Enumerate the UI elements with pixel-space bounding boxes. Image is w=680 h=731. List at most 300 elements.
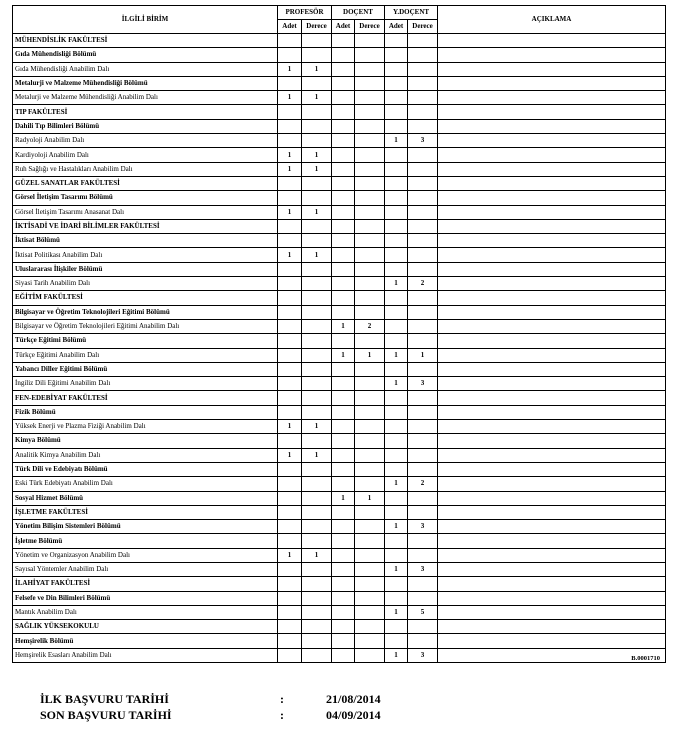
ydocent-derece-cell bbox=[408, 620, 438, 634]
table-row bbox=[13, 634, 666, 648]
aciklama-cell bbox=[438, 291, 666, 305]
ydocent-adet-cell bbox=[385, 105, 408, 119]
ydocent-derece-cell: 5 bbox=[408, 605, 438, 619]
ydocent-derece-cell bbox=[408, 591, 438, 605]
profesor-adet-cell bbox=[278, 319, 302, 333]
aciklama-cell bbox=[438, 62, 666, 76]
aciklama-cell bbox=[438, 262, 666, 276]
docent-derece-cell bbox=[355, 76, 385, 90]
unit-name-cell: Bilgisayar ve Öğretim Teknolojileri Eğitimi Anabilim Dalı bbox=[13, 319, 278, 333]
docent-adet-cell bbox=[332, 362, 355, 376]
profesor-derece-cell bbox=[302, 305, 332, 319]
docent-derece-cell bbox=[355, 91, 385, 105]
unit-name-cell: GÜZEL SANATLAR FAKÜLTESİ bbox=[13, 176, 278, 190]
profesor-adet-cell bbox=[278, 634, 302, 648]
docent-derece-cell bbox=[355, 48, 385, 62]
ydocent-derece-cell bbox=[408, 148, 438, 162]
ydocent-derece-cell bbox=[408, 191, 438, 205]
docent-adet-cell bbox=[332, 605, 355, 619]
ydocent-derece-cell bbox=[408, 262, 438, 276]
profesor-adet-cell bbox=[278, 234, 302, 248]
profesor-derece-cell bbox=[302, 76, 332, 90]
unit-name-cell: TIP FAKÜLTESİ bbox=[13, 105, 278, 119]
table-row bbox=[13, 562, 666, 576]
profesor-adet-cell bbox=[278, 620, 302, 634]
unit-name-cell: Siyasi Tarih Anabilim Dalı bbox=[13, 277, 278, 291]
profesor-derece-cell: 1 bbox=[302, 205, 332, 219]
profesor-derece-cell bbox=[302, 648, 332, 662]
docent-derece-cell bbox=[355, 262, 385, 276]
table-row bbox=[13, 76, 666, 90]
profesor-adet-cell bbox=[278, 334, 302, 348]
docent-adet-cell: 1 bbox=[332, 491, 355, 505]
ydocent-adet-cell: 1 bbox=[385, 477, 408, 491]
profesor-adet-cell bbox=[278, 176, 302, 190]
docent-derece-cell bbox=[355, 577, 385, 591]
docent-adet-cell bbox=[332, 119, 355, 133]
docent-adet-cell bbox=[332, 62, 355, 76]
aciklama-cell bbox=[438, 277, 666, 291]
docent-adet-cell bbox=[332, 520, 355, 534]
aciklama-cell bbox=[438, 119, 666, 133]
unit-name-cell: Gıda Mühendisliği Bölümü bbox=[13, 48, 278, 62]
unit-name-cell: İktisat Politikası Anabilim Dalı bbox=[13, 248, 278, 262]
aciklama-cell bbox=[438, 305, 666, 319]
ydocent-adet-cell: 1 bbox=[385, 605, 408, 619]
docent-derece-cell bbox=[355, 219, 385, 233]
ydocent-derece-cell: 3 bbox=[408, 377, 438, 391]
docent-adet-cell bbox=[332, 262, 355, 276]
profesor-derece-cell bbox=[302, 434, 332, 448]
profesor-adet-cell bbox=[278, 577, 302, 591]
docent-derece-cell bbox=[355, 62, 385, 76]
ydocent-adet-cell bbox=[385, 462, 408, 476]
aciklama-cell bbox=[438, 462, 666, 476]
unit-name-cell: İLAHİYAT FAKÜLTESİ bbox=[13, 577, 278, 591]
table-row bbox=[13, 648, 666, 662]
profesor-adet-cell: 1 bbox=[278, 420, 302, 434]
ydocent-derece-cell bbox=[408, 305, 438, 319]
ydocent-derece-cell bbox=[408, 334, 438, 348]
unit-name-cell: İŞLETME FAKÜLTESİ bbox=[13, 505, 278, 519]
docent-adet-cell bbox=[332, 134, 355, 148]
profesor-adet-cell bbox=[278, 462, 302, 476]
unit-name-cell: Metalurji ve Malzeme Mühendisliği Bölümü bbox=[13, 76, 278, 90]
docent-adet-cell bbox=[332, 291, 355, 305]
ydocent-derece-cell: 3 bbox=[408, 562, 438, 576]
profesor-adet-cell bbox=[278, 591, 302, 605]
ydocent-adet-cell bbox=[385, 448, 408, 462]
docent-adet-cell bbox=[332, 505, 355, 519]
ydocent-derece-cell bbox=[408, 34, 438, 48]
profesor-derece-cell bbox=[302, 362, 332, 376]
first-application-label: İLK BAŞVURU TARİHİ bbox=[40, 692, 169, 706]
table-row bbox=[13, 462, 666, 476]
table-row bbox=[13, 591, 666, 605]
table-row bbox=[13, 391, 666, 405]
profesor-adet-cell bbox=[278, 305, 302, 319]
unit-name-cell: Görsel İletişim Tasarımı Anasanat Dalı bbox=[13, 205, 278, 219]
aciklama-cell bbox=[438, 391, 666, 405]
profesor-adet-cell bbox=[278, 434, 302, 448]
aciklama-cell bbox=[438, 319, 666, 333]
table-body bbox=[13, 34, 666, 663]
ydocent-adet-cell: 1 bbox=[385, 520, 408, 534]
unit-name-cell: Ruh Sağlığı ve Hastalıkları Anabilim Dalı bbox=[13, 162, 278, 176]
docent-derece-cell bbox=[355, 620, 385, 634]
profesor-adet-cell bbox=[278, 48, 302, 62]
table-row bbox=[13, 262, 666, 276]
docent-adet-cell bbox=[332, 634, 355, 648]
table-row bbox=[13, 162, 666, 176]
docent-derece-cell bbox=[355, 119, 385, 133]
docent-derece-cell bbox=[355, 234, 385, 248]
docent-adet-cell bbox=[332, 91, 355, 105]
derece-header: Derece bbox=[408, 20, 438, 34]
profesor-adet-cell: 1 bbox=[278, 162, 302, 176]
docent-derece-cell: 2 bbox=[355, 319, 385, 333]
docent-adet-cell bbox=[332, 391, 355, 405]
table-row bbox=[13, 91, 666, 105]
unit-name-cell: Türkçe Eğitimi Bölümü bbox=[13, 334, 278, 348]
profesor-derece-cell: 1 bbox=[302, 548, 332, 562]
profesor-derece-cell bbox=[302, 291, 332, 305]
docent-adet-cell bbox=[332, 462, 355, 476]
docent-adet-cell bbox=[332, 305, 355, 319]
table-row bbox=[13, 348, 666, 362]
ydocent-adet-cell: 1 bbox=[385, 562, 408, 576]
ydocent-adet-cell bbox=[385, 62, 408, 76]
profesor-derece-cell bbox=[302, 262, 332, 276]
table-row bbox=[13, 119, 666, 133]
ydocent-adet-cell: 1 bbox=[385, 277, 408, 291]
unit-name-cell: Mantık Anabilim Dalı bbox=[13, 605, 278, 619]
unit-name-cell: Hemşirelik Esasları Anabilim Dalı bbox=[13, 648, 278, 662]
ydocent-adet-cell bbox=[385, 591, 408, 605]
table-row bbox=[13, 48, 666, 62]
ydocent-derece-cell bbox=[408, 119, 438, 133]
profesor-adet-cell bbox=[278, 505, 302, 519]
table-row bbox=[13, 205, 666, 219]
docent-adet-cell bbox=[332, 534, 355, 548]
docent-derece-cell bbox=[355, 191, 385, 205]
table-row bbox=[13, 520, 666, 534]
ydocent-derece-cell bbox=[408, 548, 438, 562]
profesor-derece-cell bbox=[302, 134, 332, 148]
docent-derece-cell bbox=[355, 34, 385, 48]
ydocent-derece-cell: 2 bbox=[408, 277, 438, 291]
docent-adet-cell bbox=[332, 434, 355, 448]
unit-name-cell: İşletme Bölümü bbox=[13, 534, 278, 548]
profesor-adet-cell bbox=[278, 134, 302, 148]
table-row bbox=[13, 477, 666, 491]
unit-name-cell: Felsefe ve Din Bilimleri Bölümü bbox=[13, 591, 278, 605]
derece-header: Derece bbox=[355, 20, 385, 34]
ydocent-derece-cell bbox=[408, 48, 438, 62]
profesor-derece-cell bbox=[302, 319, 332, 333]
profesor-adet-cell: 1 bbox=[278, 448, 302, 462]
docent-adet-cell: 1 bbox=[332, 319, 355, 333]
profesor-adet-cell bbox=[278, 76, 302, 90]
aciklama-cell bbox=[438, 105, 666, 119]
ydocent-adet-cell bbox=[385, 405, 408, 419]
ydocent-derece-cell bbox=[408, 405, 438, 419]
table-row bbox=[13, 305, 666, 319]
ydocent-derece-cell bbox=[408, 162, 438, 176]
unit-name-cell: Kardiyoloji Anabilim Dalı bbox=[13, 148, 278, 162]
table-row bbox=[13, 62, 666, 76]
unit-name-cell: Türkçe Eğitimi Anabilim Dalı bbox=[13, 348, 278, 362]
profesor-adet-cell bbox=[278, 562, 302, 576]
aciklama-cell bbox=[438, 477, 666, 491]
docent-adet-cell bbox=[332, 248, 355, 262]
ydocent-adet-cell bbox=[385, 420, 408, 434]
docent-derece-cell bbox=[355, 520, 385, 534]
table-row bbox=[13, 176, 666, 190]
table-row bbox=[13, 277, 666, 291]
profesor-derece-cell bbox=[302, 505, 332, 519]
ydocent-derece-cell bbox=[408, 248, 438, 262]
header-row-1 bbox=[13, 6, 666, 20]
unit-name-cell: EĞİTİM FAKÜLTESİ bbox=[13, 291, 278, 305]
profesor-derece-cell: 1 bbox=[302, 448, 332, 462]
profesor-derece-cell bbox=[302, 176, 332, 190]
docent-adet-cell: 1 bbox=[332, 348, 355, 362]
profesor-derece-cell bbox=[302, 277, 332, 291]
table-row bbox=[13, 420, 666, 434]
docent-adet-cell bbox=[332, 591, 355, 605]
table-row bbox=[13, 620, 666, 634]
docent-derece-cell bbox=[355, 505, 385, 519]
profesor-adet-cell bbox=[278, 520, 302, 534]
ydocent-derece-cell bbox=[408, 234, 438, 248]
aciklama-cell bbox=[438, 534, 666, 548]
docent-adet-cell bbox=[332, 562, 355, 576]
last-application-label: SON BAŞVURU TARİHİ bbox=[40, 708, 172, 722]
docent-derece-cell bbox=[355, 305, 385, 319]
ydocent-derece-cell: 2 bbox=[408, 477, 438, 491]
profesor-derece-cell: 1 bbox=[302, 91, 332, 105]
ydocent-derece-cell bbox=[408, 319, 438, 333]
profesor-adet-cell bbox=[278, 477, 302, 491]
ydocent-derece-cell bbox=[408, 219, 438, 233]
table-row bbox=[13, 334, 666, 348]
docent-derece-cell bbox=[355, 248, 385, 262]
profesor-adet-cell bbox=[278, 391, 302, 405]
profesor-adet-cell bbox=[278, 362, 302, 376]
docent-derece-cell bbox=[355, 434, 385, 448]
unit-name-cell: Yüksek Enerji ve Plazma Fiziği Anabilim Dalı bbox=[13, 420, 278, 434]
docent-derece-cell bbox=[355, 634, 385, 648]
aciklama-cell bbox=[438, 134, 666, 148]
profesor-derece-cell bbox=[302, 48, 332, 62]
aciklama-cell bbox=[438, 76, 666, 90]
docent-adet-cell bbox=[332, 219, 355, 233]
table-row bbox=[13, 105, 666, 119]
table-row bbox=[13, 34, 666, 48]
docent-derece-cell bbox=[355, 205, 385, 219]
profesor-adet-cell bbox=[278, 648, 302, 662]
table-row bbox=[13, 134, 666, 148]
profesor-derece-cell bbox=[302, 591, 332, 605]
ydocent-adet-cell bbox=[385, 234, 408, 248]
profesor-derece-cell bbox=[302, 605, 332, 619]
profesor-derece-cell bbox=[302, 562, 332, 576]
profesor-derece-cell bbox=[302, 234, 332, 248]
docent-derece-cell bbox=[355, 534, 385, 548]
ydocent-adet-cell bbox=[385, 191, 408, 205]
profesor-derece-cell bbox=[302, 191, 332, 205]
aciklama-cell bbox=[438, 234, 666, 248]
docent-derece-cell bbox=[355, 162, 385, 176]
aciklama-cell bbox=[438, 176, 666, 190]
profesor-derece-cell bbox=[302, 620, 332, 634]
docent-adet-cell bbox=[332, 377, 355, 391]
docent-derece-cell bbox=[355, 477, 385, 491]
docent-header: DOÇENT bbox=[332, 6, 385, 20]
ydocent-adet-cell bbox=[385, 577, 408, 591]
aciklama-cell bbox=[438, 505, 666, 519]
docent-adet-cell bbox=[332, 548, 355, 562]
aciklama-cell bbox=[438, 34, 666, 48]
docent-derece-cell bbox=[355, 176, 385, 190]
aciklama-cell bbox=[438, 420, 666, 434]
last-application-separator: : bbox=[280, 708, 284, 722]
docent-derece-cell bbox=[355, 405, 385, 419]
table-row bbox=[13, 191, 666, 205]
profesor-derece-cell: 1 bbox=[302, 420, 332, 434]
unit-name-cell: Metalurji ve Malzeme Mühendisliği Anabilim Dalı bbox=[13, 91, 278, 105]
table-row bbox=[13, 377, 666, 391]
aciklama-cell bbox=[438, 548, 666, 562]
profesor-derece-cell bbox=[302, 491, 332, 505]
aciklama-cell bbox=[438, 377, 666, 391]
ydocent-derece-cell bbox=[408, 91, 438, 105]
table-row bbox=[13, 362, 666, 376]
profesor-adet-cell: 1 bbox=[278, 62, 302, 76]
aciklama-cell bbox=[438, 605, 666, 619]
profesor-derece-cell bbox=[302, 377, 332, 391]
aciklama-cell bbox=[438, 348, 666, 362]
ydocent-derece-cell bbox=[408, 448, 438, 462]
profesor-derece-cell bbox=[302, 534, 332, 548]
ydocent-derece-cell bbox=[408, 434, 438, 448]
docent-adet-cell bbox=[332, 277, 355, 291]
unit-name-cell: İngiliz Dili Eğitimi Anabilim Dalı bbox=[13, 377, 278, 391]
aciklama-cell bbox=[438, 91, 666, 105]
ydocent-adet-cell bbox=[385, 162, 408, 176]
ydocent-adet-cell bbox=[385, 219, 408, 233]
table-row bbox=[13, 548, 666, 562]
docent-derece-cell bbox=[355, 334, 385, 348]
unit-name-cell: İktisat Bölümü bbox=[13, 234, 278, 248]
aciklama-cell bbox=[438, 620, 666, 634]
docent-adet-cell bbox=[332, 48, 355, 62]
table-row bbox=[13, 448, 666, 462]
docent-derece-cell bbox=[355, 377, 385, 391]
docent-adet-cell bbox=[332, 191, 355, 205]
profesor-adet-cell bbox=[278, 105, 302, 119]
profesor-adet-cell: 1 bbox=[278, 148, 302, 162]
ydocent-derece-cell bbox=[408, 62, 438, 76]
docent-adet-cell bbox=[332, 76, 355, 90]
docent-adet-cell bbox=[332, 105, 355, 119]
unit-name-cell: SAĞLIK YÜKSEKOKULU bbox=[13, 620, 278, 634]
ydocent-adet-cell bbox=[385, 548, 408, 562]
profesor-derece-cell bbox=[302, 477, 332, 491]
profesor-adet-cell: 1 bbox=[278, 91, 302, 105]
ydocent-derece-cell bbox=[408, 105, 438, 119]
table-row bbox=[13, 577, 666, 591]
profesor-derece-cell bbox=[302, 405, 332, 419]
docent-adet-cell bbox=[332, 205, 355, 219]
ydocent-derece-cell bbox=[408, 534, 438, 548]
profesor-derece-cell: 1 bbox=[302, 248, 332, 262]
aciklama-cell bbox=[438, 248, 666, 262]
unit-name-cell: Fizik Bölümü bbox=[13, 405, 278, 419]
unit-name-cell: Hemşirelik Bölümü bbox=[13, 634, 278, 648]
unit-name-cell: Gıda Mühendisliği Anabilim Dalı bbox=[13, 62, 278, 76]
unit-name-cell: Radyoloji Anabilim Dalı bbox=[13, 134, 278, 148]
ydocent-adet-cell bbox=[385, 176, 408, 190]
docent-adet-cell bbox=[332, 477, 355, 491]
docent-adet-cell bbox=[332, 420, 355, 434]
ydocent-adet-cell bbox=[385, 319, 408, 333]
first-application-date: 21/08/2014 bbox=[326, 692, 381, 706]
adet-header: Adet bbox=[332, 20, 355, 34]
profesor-derece-cell bbox=[302, 577, 332, 591]
table-row bbox=[13, 505, 666, 519]
aciklama-cell bbox=[438, 491, 666, 505]
ydocent-adet-cell: 1 bbox=[385, 648, 408, 662]
profesor-adet-cell: 1 bbox=[278, 248, 302, 262]
ydocent-adet-cell bbox=[385, 305, 408, 319]
ydocent-adet-cell bbox=[385, 76, 408, 90]
docent-derece-cell bbox=[355, 605, 385, 619]
first-application-separator: : bbox=[280, 692, 284, 706]
docent-derece-cell bbox=[355, 391, 385, 405]
table-row bbox=[13, 234, 666, 248]
positions-table bbox=[12, 5, 666, 663]
table-row bbox=[13, 534, 666, 548]
unit-name-cell: Uluslararası İlişkiler Bölümü bbox=[13, 262, 278, 276]
unit-name-cell: Bilgisayar ve Öğretim Teknolojileri Eğitimi Bölümü bbox=[13, 305, 278, 319]
profesor-derece-cell bbox=[302, 119, 332, 133]
unit-name-cell: Görsel İletişim Tasarımı Bölümü bbox=[13, 191, 278, 205]
unit-name-cell: Yabancı Diller Eğitimi Bölümü bbox=[13, 362, 278, 376]
unit-name-cell: Kimya Bölümü bbox=[13, 434, 278, 448]
table-row bbox=[13, 605, 666, 619]
unit-name-cell: FEN-EDEBİYAT FAKÜLTESİ bbox=[13, 391, 278, 405]
ydocent-derece-cell bbox=[408, 76, 438, 90]
ydocent-adet-cell bbox=[385, 334, 408, 348]
ydocent-derece-cell bbox=[408, 176, 438, 190]
profesor-derece-cell bbox=[302, 34, 332, 48]
ydocent-adet-cell bbox=[385, 119, 408, 133]
docent-derece-cell bbox=[355, 134, 385, 148]
docent-derece-cell bbox=[355, 448, 385, 462]
docent-adet-cell bbox=[332, 620, 355, 634]
aciklama-cell bbox=[438, 634, 666, 648]
docent-derece-cell: 1 bbox=[355, 348, 385, 362]
ydocent-derece-cell bbox=[408, 491, 438, 505]
unit-name-cell: Yönetim ve Organizasyon Anabilim Dalı bbox=[13, 548, 278, 562]
docent-derece-cell bbox=[355, 362, 385, 376]
table-row bbox=[13, 405, 666, 419]
docent-adet-cell bbox=[332, 162, 355, 176]
profesor-derece-cell bbox=[302, 105, 332, 119]
unit-name-cell: MÜHENDİSLİK FAKÜLTESİ bbox=[13, 34, 278, 48]
